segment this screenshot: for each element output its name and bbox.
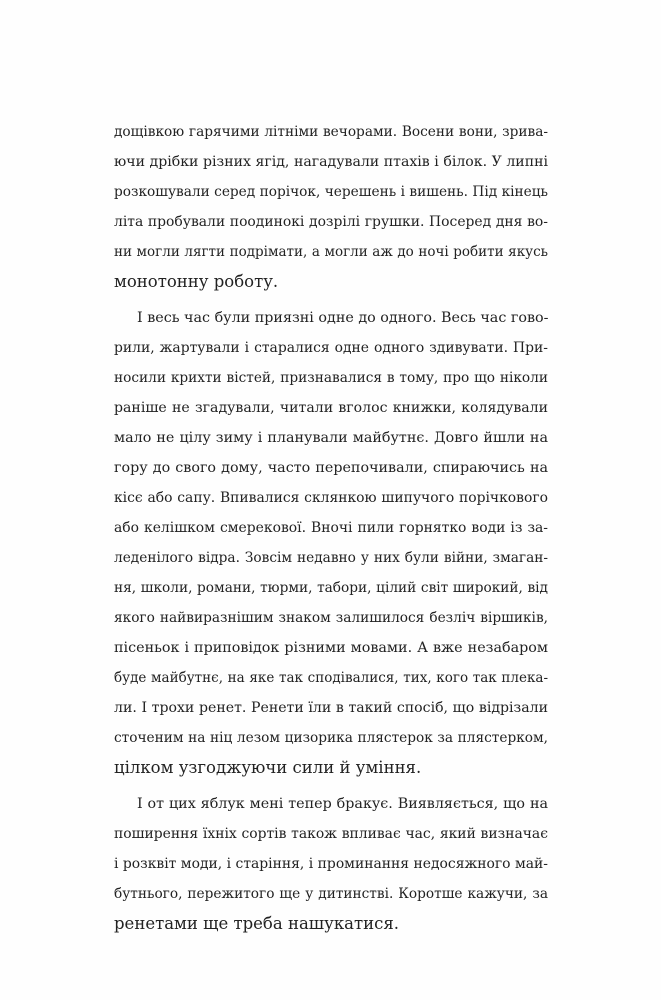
- text-line: сточеним на ніц лезом цизорика плястерок за плястерком,: [114, 730, 548, 746]
- text-line: кісє або сапу. Впивалися склянкою шипучого порічкового: [114, 490, 548, 506]
- text-line: якого найвиразнішим знаком залишилося безліч віршиків,: [114, 610, 548, 626]
- text-line: ли. І трохи ренет. Ренети їли в такий спосіб, що відрізали: [114, 700, 548, 716]
- text-line: гору до свого дому, часто перепочивали, спираючись на: [114, 460, 548, 476]
- paragraph: [114, 117, 548, 297]
- text-line: леденілого відра. Зовсім недавно у них були війни, змаган-: [114, 550, 548, 566]
- text-line: поширення їхніх сортів також впливає час, який визначає: [114, 826, 548, 842]
- text-line: монотонну роботу.: [114, 272, 279, 291]
- text-line: ня, школи, романи, тюрми, табори, цілий світ широкий, від: [114, 580, 548, 596]
- text-line: носили крихти вістей, признавалися в тому, про що ніколи: [114, 370, 548, 386]
- text-line: літа пробували поодинокі дозрілі грушки. Посеред дня во-: [114, 214, 548, 230]
- text-line: І весь час були приязні одне до одного. Весь час гово-: [137, 310, 549, 326]
- text-line: ни могли лягти подрімати, а могли аж до ночі робити якусь: [114, 244, 548, 260]
- text-line: мало не цілу зиму і планували майбутнє. Довго йшли на: [114, 430, 548, 446]
- text-line: буде майбутнє, на яке так сподівалися, тих, кого так плека-: [114, 670, 548, 686]
- body-text: [114, 117, 548, 939]
- text-line: дощівкою гарячими літніми вечорами. Восени вони, зрива-: [114, 124, 548, 140]
- text-line: розкошували серед порічок, черешень і вишень. Під кінець: [114, 184, 548, 200]
- paragraph: [114, 789, 548, 939]
- text-line: рили, жартували і старалися одне одного здивувати. При-: [114, 340, 548, 356]
- paragraph: [114, 303, 548, 783]
- text-line: раніше не згадували, читали вголос книжки, колядували: [114, 400, 548, 416]
- text-line: і розквіт моди, і старіння, і проминання недосяжного май-: [114, 856, 548, 872]
- text-line: бутнього, пережитого ще у дитинстві. Коротше кажучи, за: [114, 886, 548, 902]
- text-line: І от цих яблук мені тепер бракує. Виявляється, що на: [137, 796, 548, 812]
- text-line: пісеньок і приповідок різними мовами. А вже незабаром: [114, 640, 548, 656]
- text-line: або келішком смерекової. Вночі пили горнятко води із за-: [114, 520, 548, 536]
- text-line: ючи дрібки різних ягід, нагадували птахів і білок. У липні: [114, 154, 548, 170]
- text-line: цілком узгоджуючи сили й уміння.: [114, 758, 422, 777]
- text-line: ренетами ще треба нашукатися.: [114, 914, 400, 933]
